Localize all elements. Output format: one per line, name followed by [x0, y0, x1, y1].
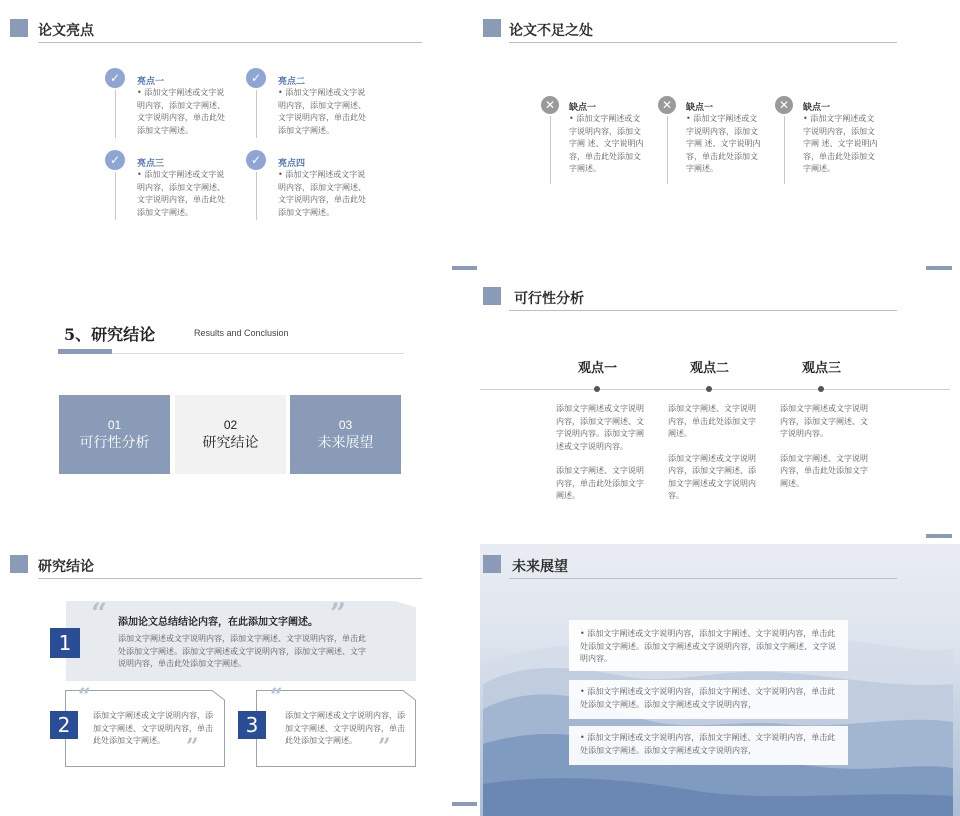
highlight-title: 亮点二	[278, 77, 306, 87]
viewpoint-column	[556, 403, 648, 503]
number-badge: 3	[238, 711, 266, 739]
corner-accent	[452, 266, 477, 270]
title-rule	[509, 42, 897, 43]
quote-close-icon: ”	[378, 734, 391, 760]
slide-conclusion	[0, 544, 480, 816]
quote-open-icon: “	[78, 684, 91, 710]
title-rule	[509, 310, 897, 311]
viewpoint-column	[668, 403, 760, 503]
shortcoming-title: 缺点一	[803, 103, 831, 113]
highlight-text: • 添加文字阐述或文字说明内容，添加文字阐述、文字说明内容，单击此处添加文字阐述。	[137, 88, 225, 135]
item-divider	[667, 116, 668, 184]
x-circle-icon: ✕	[775, 96, 793, 114]
x-circle-icon: ✕	[541, 96, 559, 114]
viewpoint-title: 观点三	[802, 361, 842, 376]
slide-title: 未来展望	[512, 559, 568, 575]
item-divider	[550, 116, 551, 184]
title-square-icon	[483, 555, 501, 573]
check-icon: ✓	[246, 68, 266, 88]
shortcoming-title: 缺点一	[686, 103, 714, 113]
section-subheading: Results and Conclusion	[194, 328, 289, 338]
viewpoint-paragraph: 添加文字阐述、文字说明内容，单击此处添加文字阐述。	[556, 466, 644, 500]
title-rule	[38, 578, 422, 579]
slide-title: 论文不足之处	[509, 23, 593, 39]
highlight-text: • 添加文字阐述或文字说明内容，添加文字阐述、文字说明内容，单击此处添加文字阐述。	[278, 170, 366, 217]
timeline-dot	[818, 386, 824, 392]
viewpoint-paragraph: 添加文字阐述或文字说明内容，添加文字阐述、文字说明内容。添加文字阐述或文字说明内容。	[556, 404, 644, 451]
quote-close-icon: ”	[330, 597, 347, 630]
x-circle-icon: ✕	[658, 96, 676, 114]
quote-open-icon: “	[91, 597, 108, 630]
timeline-dot	[594, 386, 600, 392]
viewpoint-title: 观点一	[578, 361, 618, 376]
title-square-icon	[10, 555, 28, 573]
section-box-label: 可行性分析	[79, 434, 150, 451]
check-icon: ✓	[105, 68, 125, 88]
viewpoint-column	[780, 403, 872, 490]
timeline-dot	[706, 386, 712, 392]
section-box-number: 03	[338, 417, 353, 432]
section-box-label: 未来展望	[317, 434, 374, 451]
quote-open-icon: “	[270, 684, 283, 710]
section-box-conclusion[interactable]	[175, 395, 286, 474]
section-heading: 5、研究结论	[64, 325, 156, 344]
slide-shortcomings	[480, 0, 960, 272]
highlight-title: 亮点三	[137, 159, 165, 169]
title-rule	[38, 42, 422, 43]
outlook-item: • 添加文字阐述或文字说明内容，添加文字阐述、文字说明内容，单击此处添加文字阐述。添加文字阐述或文字说明内容，添加文字阐述、文字说明内容。	[569, 620, 848, 671]
corner-accent	[926, 534, 952, 538]
section-box-number: 01	[107, 417, 122, 432]
shortcoming-item	[686, 100, 762, 176]
viewpoint-paragraph: 添加文字阐述或文字说明内容，添加文字阐述、添加文字阐述或文字说明内容。	[668, 453, 756, 500]
outlook-item: • 添加文字阐述或文字说明内容，添加文字阐述、文字说明内容，单击此处添加文字阐述。添加文字阐述或文字说明内容，	[569, 680, 848, 719]
slide-section-conclusion	[0, 272, 480, 544]
shortcoming-title: 缺点一	[569, 103, 597, 113]
shortcoming-item	[569, 100, 645, 176]
slide-title: 论文亮点	[38, 23, 94, 39]
title-square-icon	[483, 19, 501, 37]
section-accent-bar	[58, 349, 112, 354]
shortcoming-text: • 添加文字阐述或文字说明内容，添加文字阐 述、文字说明内容，单击此处添加文字阐述。	[686, 114, 761, 173]
highlight-text: • 添加文字阐述或文字说明内容，添加文字阐述、文字说明内容，单击此处添加文字阐述。	[137, 170, 225, 217]
conclusion-card-text: 添加文字阐述或文字说明内容，添加文字阐述、文字说明内容，单击此处添加文字阐述。	[285, 711, 405, 745]
section-box-outlook[interactable]	[290, 395, 401, 474]
viewpoint-paragraph: 添加文字阐述或文字说明内容，添加文字阐述、文字说明内容。	[780, 404, 868, 438]
item-divider	[784, 116, 785, 184]
highlight-item	[137, 156, 229, 219]
main-conclusion-text: 添加文字阐述或文字说明内容，添加文字阐述、文字说明内容，单击此处添加文字阐述。添加文字阐述或文字说明内容，添加文字阐述、文字说明内容，单击此处添加文字阐述。	[118, 634, 366, 668]
item-divider	[115, 172, 116, 220]
conclusion-card-text: 添加文字阐述或文字说明内容，添加文字阐述、文字说明内容，单击此处添加文字阐述。	[93, 711, 213, 745]
highlight-item	[278, 156, 370, 219]
viewpoint-paragraph: 添加文字阐述、文字说明内容，单击此处添加文字阐述。	[780, 453, 868, 488]
slide-feasibility	[480, 272, 960, 544]
outlook-item: • 添加文字阐述或文字说明内容，添加文字阐述、文字说明内容，单击此处添加文字阐述。添加文字阐述或文字说明内容，	[569, 726, 848, 765]
corner-accent	[926, 266, 952, 270]
check-icon: ✓	[105, 150, 125, 170]
highlight-text: • 添加文字阐述或文字说明内容，添加文字阐述、文字说明内容，单击此处添加文字阐述。	[278, 88, 366, 135]
main-conclusion-title: 添加论文总结结论内容，在此添加文字阐述。	[118, 617, 318, 628]
highlight-item	[137, 74, 229, 137]
slide-title: 可行性分析	[514, 291, 584, 307]
highlight-title: 亮点一	[137, 77, 165, 87]
slide-outlook	[480, 544, 960, 816]
highlight-item	[278, 74, 370, 137]
timeline-line	[480, 389, 950, 390]
highlight-title: 亮点四	[278, 159, 306, 169]
quote-close-icon: ”	[186, 734, 199, 760]
item-divider	[256, 90, 257, 138]
shortcoming-item	[803, 100, 879, 176]
check-icon: ✓	[246, 150, 266, 170]
title-square-icon	[483, 287, 501, 305]
viewpoint-title: 观点二	[690, 361, 730, 376]
section-box-label: 研究结论	[202, 434, 259, 451]
viewpoint-paragraph: 添加文字阐述、文字说明内容，单击此处添加文字阐述。	[668, 404, 756, 438]
shortcoming-text: • 添加文字阐述或文字说明内容，添加文字阐 述、文字说明内容，单击此处添加文字阐述。	[803, 114, 878, 173]
section-box-feasibility[interactable]	[59, 395, 170, 474]
slide-title: 研究结论	[38, 559, 94, 575]
corner-accent	[452, 802, 477, 806]
number-badge: 1	[50, 628, 80, 658]
slide-highlights	[0, 0, 480, 272]
item-divider	[256, 172, 257, 220]
section-rule	[112, 353, 404, 354]
section-box-number: 02	[223, 417, 238, 432]
item-divider	[115, 90, 116, 138]
number-badge: 2	[50, 711, 78, 739]
title-square-icon	[10, 19, 28, 37]
title-rule	[509, 578, 897, 579]
shortcoming-text: • 添加文字阐述或文字说明内容，添加文字阐 述、文字说明内容，单击此处添加文字阐述。	[569, 114, 644, 173]
